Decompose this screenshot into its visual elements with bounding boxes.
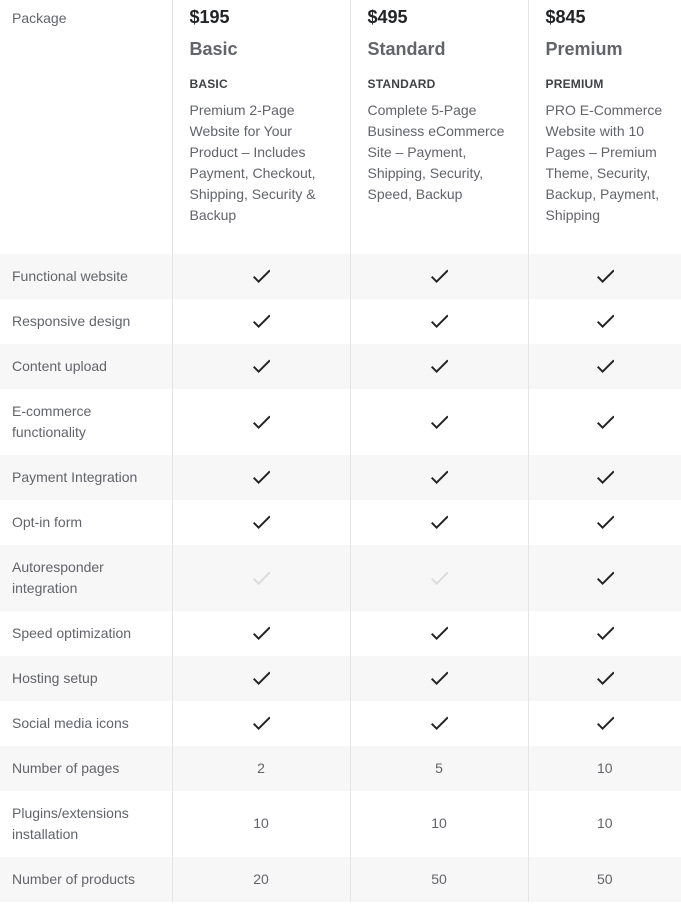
package-column-premium bbox=[528, 0, 681, 254]
feature-row bbox=[0, 791, 681, 857]
feature-cell-standard bbox=[350, 254, 528, 299]
feature-cell-premium bbox=[528, 746, 681, 791]
feature-label: Payment Integration bbox=[12, 469, 138, 485]
package-description-premium: PRO E-Commerce Website with 10 Pages – Premium Theme, Security, Backup, Payment, Shipping bbox=[545, 102, 663, 223]
package-column-basic bbox=[172, 0, 350, 254]
feature-label-cell bbox=[0, 344, 172, 389]
package-label-cell bbox=[0, 0, 172, 254]
check-icon-disabled bbox=[252, 569, 270, 587]
check-icon bbox=[596, 357, 614, 375]
feature-cell-basic bbox=[172, 254, 350, 299]
feature-cell-basic bbox=[172, 656, 350, 701]
package-price-basic: $195 bbox=[189, 7, 230, 27]
check-icon bbox=[596, 267, 614, 285]
feature-label-cell bbox=[0, 656, 172, 701]
check-icon bbox=[430, 624, 448, 642]
check-icon bbox=[252, 468, 270, 486]
feature-label-cell bbox=[0, 299, 172, 344]
feature-label: Number of pages bbox=[12, 760, 120, 776]
feature-cell-premium bbox=[528, 701, 681, 746]
feature-label-cell bbox=[0, 254, 172, 299]
package-label: Package bbox=[12, 10, 67, 26]
feature-cell-premium bbox=[528, 857, 681, 902]
check-icon bbox=[596, 413, 614, 431]
check-icon bbox=[252, 513, 270, 531]
check-icon bbox=[596, 669, 614, 687]
feature-cell-premium bbox=[528, 791, 681, 857]
check-icon bbox=[596, 624, 614, 642]
feature-label: Hosting setup bbox=[12, 670, 98, 686]
package-name-standard: Standard bbox=[367, 39, 446, 59]
feature-cell-basic bbox=[172, 299, 350, 344]
package-header-row bbox=[0, 0, 681, 254]
check-icon bbox=[252, 267, 270, 285]
feature-value: 5 bbox=[435, 759, 443, 776]
check-icon bbox=[430, 312, 448, 330]
feature-row bbox=[0, 500, 681, 545]
check-icon bbox=[430, 669, 448, 687]
feature-cell-basic bbox=[172, 500, 350, 545]
check-icon bbox=[430, 468, 448, 486]
feature-cell-basic bbox=[172, 701, 350, 746]
feature-cell-standard bbox=[350, 701, 528, 746]
feature-cell-premium bbox=[528, 500, 681, 545]
check-icon bbox=[252, 357, 270, 375]
feature-row bbox=[0, 701, 681, 746]
package-description-standard: Complete 5-Page Business eCommerce Site – Payment, Shipping, Security, Speed, Backup bbox=[367, 102, 505, 202]
package-name-premium: Premium bbox=[545, 39, 623, 59]
feature-label-cell bbox=[0, 389, 172, 455]
check-icon bbox=[596, 312, 614, 330]
feature-label-cell bbox=[0, 500, 172, 545]
feature-row bbox=[0, 857, 681, 902]
check-icon bbox=[596, 714, 614, 732]
feature-label-cell bbox=[0, 455, 172, 500]
feature-value: 10 bbox=[596, 759, 613, 776]
feature-row bbox=[0, 389, 681, 455]
feature-label: Social media icons bbox=[12, 715, 129, 731]
feature-label: Speed optimization bbox=[12, 625, 132, 641]
feature-cell-premium bbox=[528, 455, 681, 500]
feature-label: Functional website bbox=[12, 268, 128, 284]
check-icon bbox=[252, 669, 270, 687]
feature-value: 2 bbox=[257, 759, 265, 776]
check-icon bbox=[430, 413, 448, 431]
feature-cell-basic bbox=[172, 455, 350, 500]
feature-value: 50 bbox=[596, 870, 613, 887]
feature-cell-standard bbox=[350, 299, 528, 344]
package-title-basic: BASIC bbox=[189, 77, 228, 91]
check-icon bbox=[252, 413, 270, 431]
feature-cell-premium bbox=[528, 389, 681, 455]
feature-row bbox=[0, 746, 681, 791]
feature-cell-standard bbox=[350, 455, 528, 500]
package-name-basic: Basic bbox=[189, 39, 238, 59]
package-price-standard: $495 bbox=[367, 7, 408, 27]
feature-value: 20 bbox=[253, 870, 269, 887]
check-icon bbox=[596, 569, 614, 587]
feature-cell-standard bbox=[350, 500, 528, 545]
feature-label: Opt-in form bbox=[12, 514, 83, 530]
feature-cell-premium bbox=[528, 299, 681, 344]
feature-cell-standard bbox=[350, 611, 528, 656]
check-icon bbox=[252, 624, 270, 642]
feature-cell-premium bbox=[528, 611, 681, 656]
package-column-standard bbox=[350, 0, 528, 254]
feature-cell-standard bbox=[350, 545, 528, 611]
feature-row bbox=[0, 299, 681, 344]
check-icon bbox=[430, 267, 448, 285]
package-description-basic: Premium 2-Page Website for Your Product – Includes Payment, Checkout, Shipping, Security & Backup bbox=[189, 102, 316, 223]
feature-label: Responsive design bbox=[12, 313, 131, 329]
feature-value: 50 bbox=[431, 870, 447, 887]
package-title-premium: PREMIUM bbox=[545, 77, 604, 91]
feature-value: 10 bbox=[596, 815, 613, 831]
check-icon bbox=[430, 714, 448, 732]
feature-cell-basic bbox=[172, 857, 350, 902]
feature-label-cell bbox=[0, 611, 172, 656]
feature-cell-standard bbox=[350, 389, 528, 455]
feature-cell-basic bbox=[172, 344, 350, 389]
feature-row bbox=[0, 254, 681, 299]
feature-row bbox=[0, 344, 681, 389]
feature-label: Plugins/extensions installation bbox=[12, 805, 129, 842]
feature-cell-standard bbox=[350, 656, 528, 701]
feature-cell-standard bbox=[350, 746, 528, 791]
feature-label: Content upload bbox=[12, 358, 107, 374]
feature-cell-basic bbox=[172, 746, 350, 791]
check-icon bbox=[252, 312, 270, 330]
feature-cell-basic bbox=[172, 389, 350, 455]
check-icon bbox=[430, 513, 448, 531]
feature-label-cell bbox=[0, 701, 172, 746]
feature-cell-basic bbox=[172, 611, 350, 656]
check-icon bbox=[252, 714, 270, 732]
feature-value: 10 bbox=[253, 815, 269, 831]
feature-cell-standard bbox=[350, 857, 528, 902]
feature-cell-basic bbox=[172, 545, 350, 611]
feature-row bbox=[0, 611, 681, 656]
feature-value: 10 bbox=[431, 815, 447, 831]
feature-row bbox=[0, 656, 681, 701]
feature-label-cell bbox=[0, 746, 172, 791]
check-icon bbox=[596, 513, 614, 531]
package-price-premium: $845 bbox=[545, 7, 586, 27]
feature-cell-premium bbox=[528, 545, 681, 611]
check-icon bbox=[596, 468, 614, 486]
feature-row bbox=[0, 545, 681, 611]
feature-row bbox=[0, 455, 681, 500]
feature-cell-premium bbox=[528, 254, 681, 299]
feature-label: E-commerce functionality bbox=[12, 403, 92, 440]
feature-label: Autoresponder integration bbox=[12, 559, 104, 596]
feature-cell-premium bbox=[528, 656, 681, 701]
feature-label: Number of products bbox=[12, 871, 135, 887]
feature-cell-premium bbox=[528, 344, 681, 389]
package-title-standard: STANDARD bbox=[367, 77, 436, 91]
feature-cell-standard bbox=[350, 344, 528, 389]
feature-cell-standard bbox=[350, 791, 528, 857]
feature-label-cell bbox=[0, 791, 172, 857]
check-icon bbox=[430, 357, 448, 375]
feature-label-cell bbox=[0, 545, 172, 611]
feature-label-cell bbox=[0, 857, 172, 902]
feature-cell-basic bbox=[172, 791, 350, 857]
check-icon-disabled bbox=[430, 569, 448, 587]
